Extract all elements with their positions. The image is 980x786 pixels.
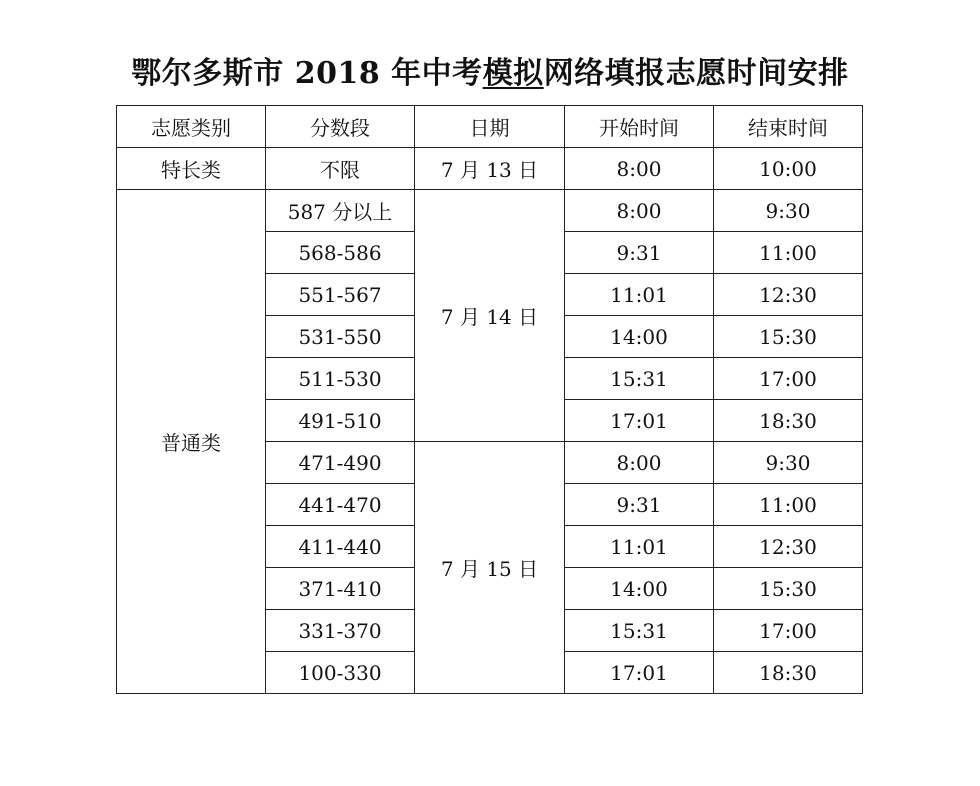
header-start: 开始时间 bbox=[565, 106, 714, 148]
header-category: 志愿类别 bbox=[117, 106, 266, 148]
title-prefix: 鄂尔多斯市 2018 年中考 bbox=[131, 56, 483, 91]
table-row bbox=[117, 190, 863, 232]
header-date: 日期 bbox=[415, 106, 565, 148]
end-time-cell: 15:30 bbox=[714, 568, 863, 610]
score-cell: 411-440 bbox=[266, 526, 415, 568]
start-time-cell: 8:00 bbox=[565, 148, 714, 190]
score-cell: 491-510 bbox=[266, 400, 415, 442]
end-time-cell: 17:00 bbox=[714, 610, 863, 652]
score-cell: 587 分以上 bbox=[266, 190, 415, 232]
title-suffix: 网络填报志愿时间安排 bbox=[543, 56, 849, 91]
score-cell: 331-370 bbox=[266, 610, 415, 652]
schedule-table bbox=[116, 105, 863, 694]
end-time-cell: 18:30 bbox=[714, 652, 863, 694]
start-time-cell: 9:31 bbox=[565, 232, 714, 274]
start-time-cell: 11:01 bbox=[565, 274, 714, 316]
score-cell: 551-567 bbox=[266, 274, 415, 316]
category-cell: 特长类 bbox=[117, 148, 266, 190]
header-row bbox=[117, 106, 863, 148]
header-score: 分数段 bbox=[266, 106, 415, 148]
end-time-cell: 9:30 bbox=[714, 190, 863, 232]
start-time-cell: 17:01 bbox=[565, 400, 714, 442]
date-cell: 7 月 14 日 bbox=[415, 190, 565, 442]
start-time-cell: 14:00 bbox=[565, 316, 714, 358]
end-time-cell: 11:00 bbox=[714, 484, 863, 526]
end-time-cell: 18:30 bbox=[714, 400, 863, 442]
start-time-cell: 11:01 bbox=[565, 526, 714, 568]
score-cell: 511-530 bbox=[266, 358, 415, 400]
end-time-cell: 11:00 bbox=[714, 232, 863, 274]
header-end: 结束时间 bbox=[714, 106, 863, 148]
category-cell: 普通类 bbox=[117, 190, 266, 694]
end-time-cell: 12:30 bbox=[714, 526, 863, 568]
date-cell: 7 月 13 日 bbox=[415, 148, 565, 190]
score-cell: 531-550 bbox=[266, 316, 415, 358]
score-cell: 568-586 bbox=[266, 232, 415, 274]
score-cell: 371-410 bbox=[266, 568, 415, 610]
start-time-cell: 8:00 bbox=[565, 190, 714, 232]
start-time-cell: 15:31 bbox=[565, 358, 714, 400]
start-time-cell: 14:00 bbox=[565, 568, 714, 610]
end-time-cell: 12:30 bbox=[714, 274, 863, 316]
start-time-cell: 15:31 bbox=[565, 610, 714, 652]
end-time-cell: 9:30 bbox=[714, 442, 863, 484]
start-time-cell: 8:00 bbox=[565, 442, 714, 484]
end-time-cell: 17:00 bbox=[714, 358, 863, 400]
start-time-cell: 9:31 bbox=[565, 484, 714, 526]
score-cell: 100-330 bbox=[266, 652, 415, 694]
end-time-cell: 15:30 bbox=[714, 316, 863, 358]
score-cell: 441-470 bbox=[266, 484, 415, 526]
end-time-cell: 10:00 bbox=[714, 148, 863, 190]
score-cell: 471-490 bbox=[266, 442, 415, 484]
start-time-cell: 17:01 bbox=[565, 652, 714, 694]
title-underlined: 模拟 bbox=[482, 56, 544, 91]
date-cell: 7 月 15 日 bbox=[415, 442, 565, 694]
score-cell: 不限 bbox=[266, 148, 415, 190]
special-row bbox=[117, 148, 863, 190]
page-title bbox=[0, 48, 980, 92]
